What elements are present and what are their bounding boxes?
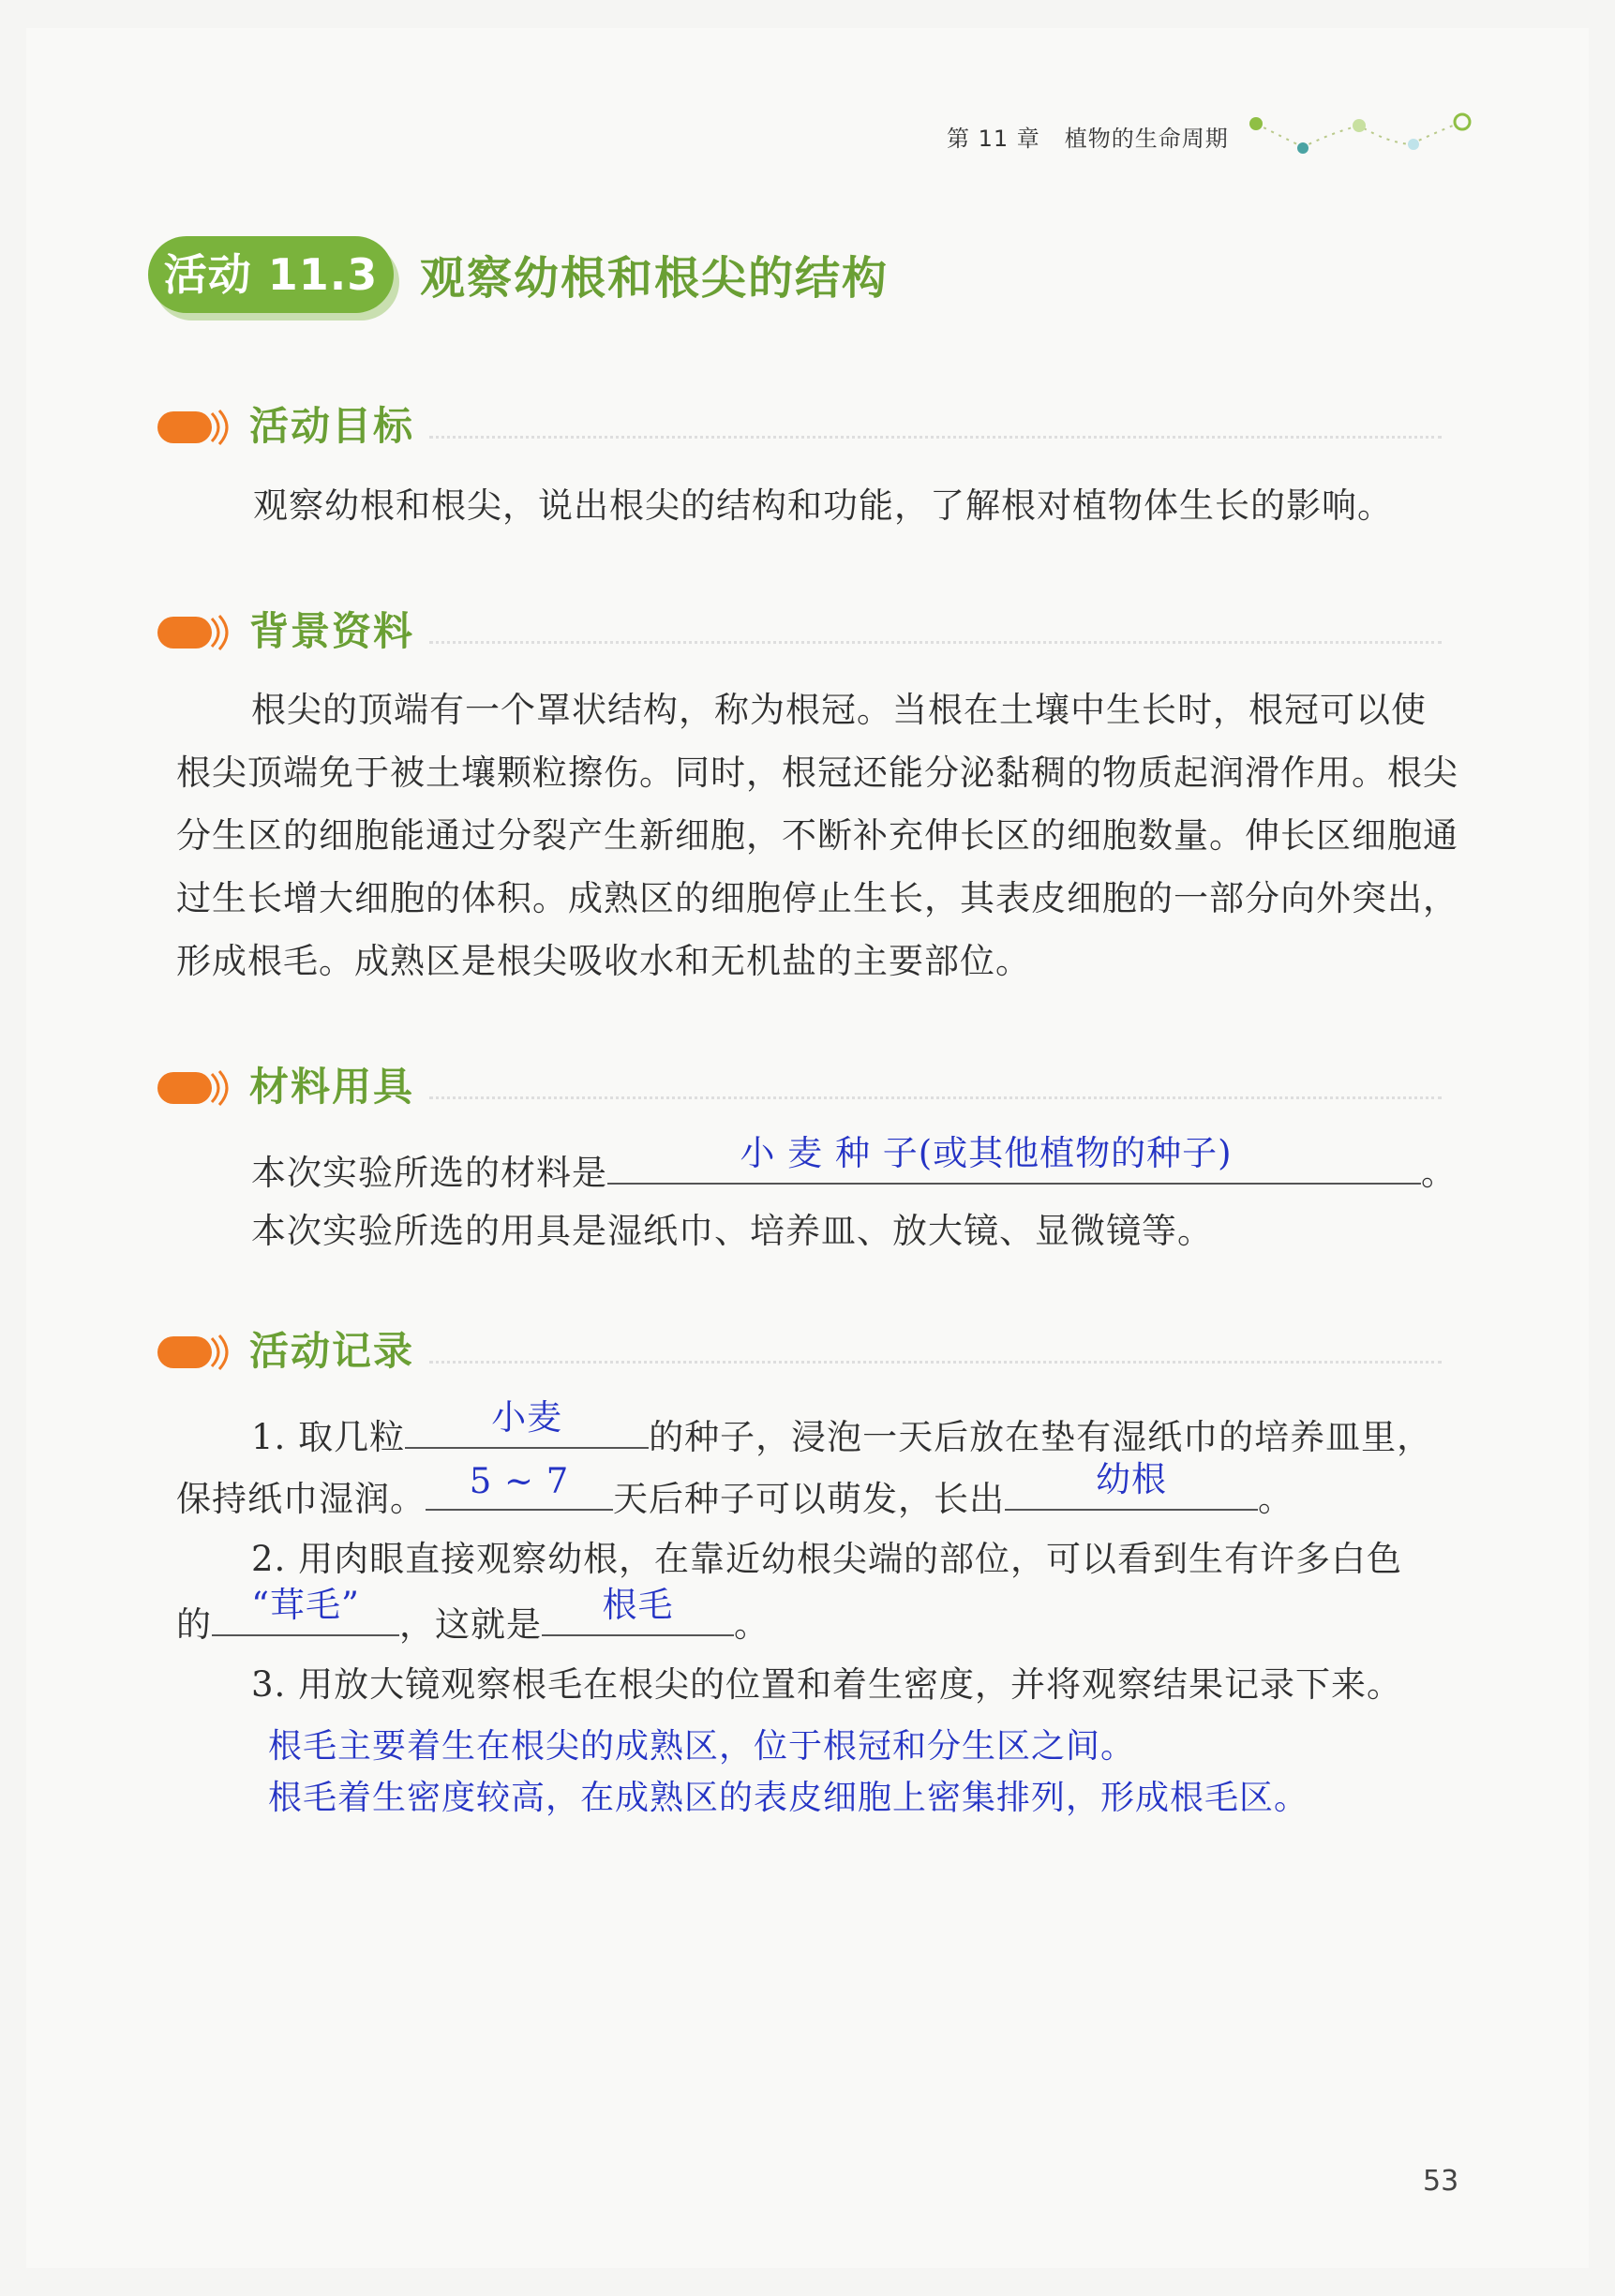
- q2-text: 的: [176, 1604, 212, 1645]
- section-divider: [429, 641, 1442, 644]
- punctuation: 。: [1421, 1153, 1457, 1193]
- section-title-record: 活动记录: [249, 1328, 415, 1374]
- q2-blank-fuzz[interactable]: [212, 1585, 399, 1636]
- q1-text: 1. 取几粒: [251, 1417, 406, 1457]
- section-title-background: 背景资料: [249, 608, 415, 654]
- orange-speaker-icon: [157, 408, 232, 447]
- dots-decoration-icon: [1247, 105, 1481, 161]
- section-header-background: [157, 604, 1442, 660]
- materials-line-2: 本次实验所选的用具是湿纸巾、培养皿、放大镜、显微镜等。: [251, 1211, 1213, 1251]
- orange-speaker-icon: [157, 1333, 232, 1372]
- q2-answer-roothair: 根毛: [602, 1585, 674, 1625]
- q1-answer-seed: 小麦: [491, 1397, 563, 1438]
- q3-answer-line-1: 根毛主要着生在根尖的成熟区，位于根冠和分生区之间。: [268, 1727, 1136, 1766]
- record-q2-line-2: [176, 1585, 770, 1647]
- q1-text: 天后种子可以萌发，长出: [613, 1479, 1005, 1519]
- section-divider: [429, 1096, 1442, 1099]
- orange-speaker-icon: [157, 613, 232, 652]
- section-header-materials: [157, 1059, 1442, 1115]
- section-header-goal: [157, 398, 1442, 455]
- record-q1-line-2: [176, 1459, 1293, 1521]
- materials-blank[interactable]: [607, 1133, 1421, 1185]
- materials-prompt: 本次实验所选的材料是: [251, 1153, 607, 1193]
- section-title-materials: 材料用具: [249, 1064, 415, 1110]
- q1-answer-days: 5 ~ 7: [469, 1461, 570, 1501]
- orange-speaker-icon: [157, 1068, 232, 1108]
- background-paragraph: 根尖的顶端有一个罩状结构，称为根冠。当根在土壤中生长时，根冠可以使根尖顶端免于被土壤颗粒擦伤。同时，根冠还能分泌黏稠的物质起润滑作用。根尖分生区的细胞能通过分裂产生新细胞，不断补充伸长区的细胞数量。伸长区细胞通过生长增大细胞的体积。成熟区的细胞停止生长，其表皮细胞的一部分向外突出，形成根毛。成熟区是根尖吸收水和无机盐的主要部位。: [176, 690, 1458, 981]
- record-q3: 3. 用放大镜观察根毛在根尖的位置和着生密度，并将观察结果记录下来。: [251, 1664, 1403, 1705]
- section-divider: [429, 436, 1442, 439]
- punctuation: 。: [1258, 1479, 1293, 1519]
- section-header-record: [157, 1323, 1442, 1379]
- materials-line-1: [251, 1133, 1457, 1195]
- chapter-number: 第 11 章: [947, 126, 1040, 152]
- activity-title: 观察幼根和根尖的结构: [420, 252, 890, 305]
- chapter-title: 植物的生命周期: [1064, 126, 1229, 152]
- activity-badge: 活动 11.3: [148, 236, 394, 313]
- background-text: [176, 678, 1460, 992]
- goal-text: 观察幼根和根尖，说出根尖的结构和功能，了解根对植物体生长的影响。: [253, 485, 1393, 526]
- record-q2-line-1: 2. 用肉眼直接观察幼根，在靠近幼根尖端的部位，可以看到生有许多白色: [251, 1539, 1403, 1579]
- materials-answer: 小 麦 种 子(或其他植物的种子): [740, 1133, 1233, 1173]
- q1-blank-seed[interactable]: [405, 1397, 649, 1449]
- q2-text: ，这就是: [399, 1604, 542, 1645]
- q1-blank-days[interactable]: [426, 1461, 613, 1511]
- punctuation: 。: [734, 1604, 770, 1645]
- section-divider: [429, 1361, 1442, 1364]
- q1-text: 的种子，浸泡一天后放在垫有湿纸巾的培养皿里，: [649, 1417, 1433, 1457]
- q2-answer-fuzz: “茸毛”: [251, 1585, 360, 1625]
- q1-answer-root: 幼根: [1096, 1459, 1167, 1499]
- running-header: [947, 120, 1229, 153]
- section-title-goal: 活动目标: [249, 403, 415, 449]
- page-number: 53: [1423, 2165, 1459, 2198]
- q2-blank-roothair[interactable]: [542, 1585, 734, 1636]
- q1-text: 保持纸巾湿润。: [176, 1479, 426, 1519]
- q3-answer-line-2: 根毛着生密度较高，在成熟区的表皮细胞上密集排列，形成根毛区。: [268, 1779, 1309, 1817]
- q1-blank-root[interactable]: [1005, 1459, 1258, 1511]
